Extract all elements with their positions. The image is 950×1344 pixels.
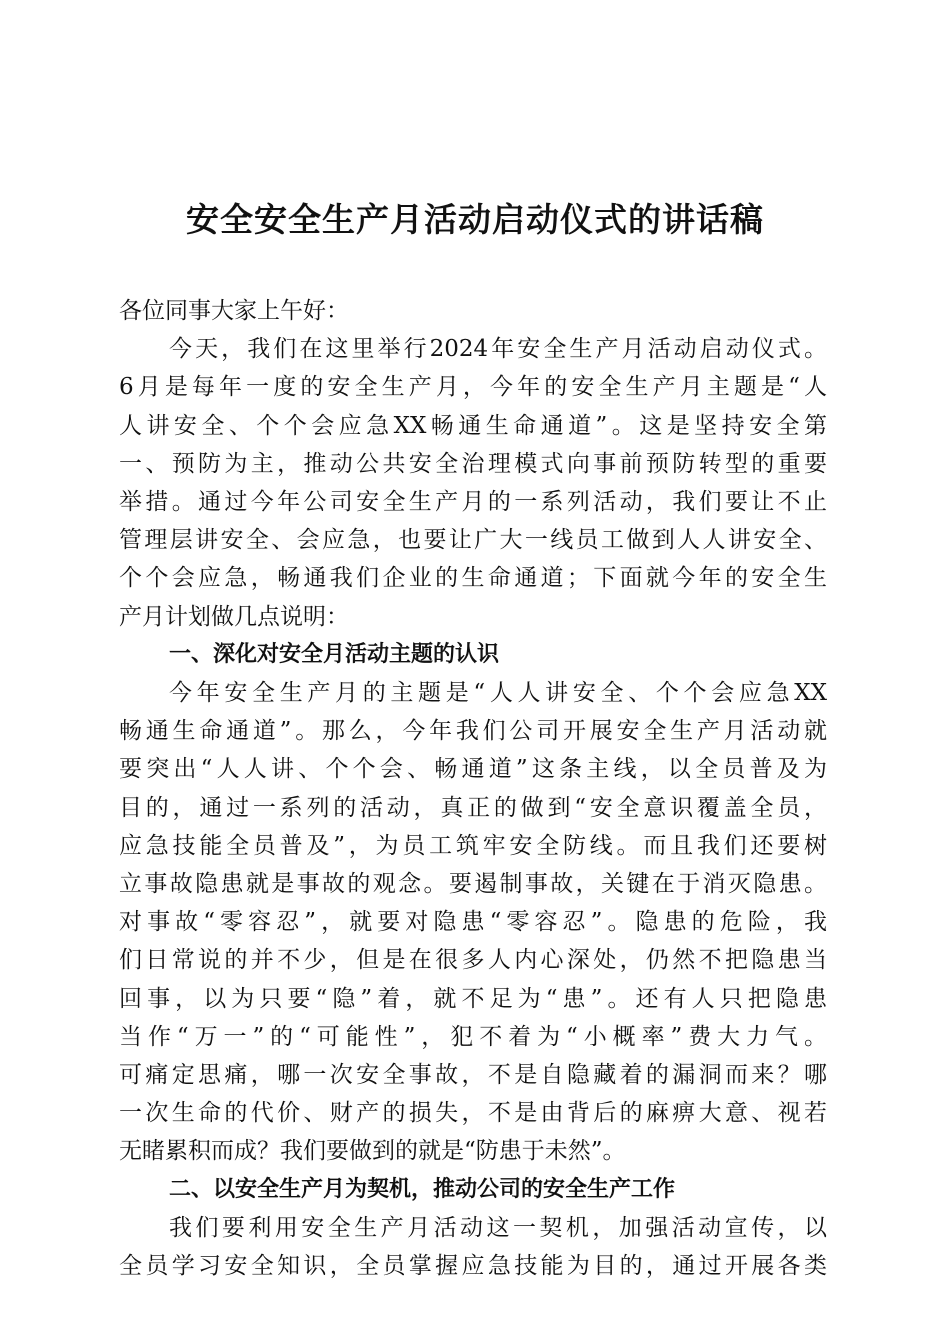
text-line: 今天，我们在这里举行2024年安全生产月活动启动仪式。 xyxy=(169,336,827,363)
text-line: 可痛定思痛，哪一次安全事故，不是自隐藏着的漏洞而来？哪 xyxy=(119,1062,827,1089)
document-body xyxy=(119,292,827,1285)
text-line: 应急技能全员普及”，为员工筑牢安全防线。而且我们还要树 xyxy=(119,832,827,859)
text-line: 目的，通过一系列的活动，真正的做到“安全意识覆盖全员， xyxy=(119,794,827,821)
text-line: 无睹累积而成？我们要做到的就是“防患于未然”。 xyxy=(119,1138,626,1165)
text-line: 回事，以为只要“隐”着，就不足为“患”。还有人只把隐患 xyxy=(119,985,827,1012)
text-line: 今年安全生产月的主题是“人人讲安全、个个会应急XX xyxy=(169,680,827,707)
text-line: 当作“万一”的“可能性”，犯不着为“小概率”费大力气。 xyxy=(119,1023,827,1050)
text-line: 个个会应急，畅通我们企业的生命通道；下面就今年的安全生 xyxy=(119,565,827,592)
paragraph-opportunity xyxy=(119,1209,827,1285)
text-line: 人讲安全、个个会应急XX畅通生命通道”。这是坚持安全第 xyxy=(119,412,827,439)
document-title: 安全安全生产月活动启动仪式的讲话稿 xyxy=(186,200,764,239)
text-line: 我们要利用安全生产月活动这一契机，加强活动宣传，以 xyxy=(169,1214,827,1241)
text-line: 一次生命的代价、财产的损失，不是由背后的麻痹大意、视若 xyxy=(119,1100,827,1127)
text-line: 一、预防为主，推动公共安全治理模式向事前预防转型的重要 xyxy=(119,450,827,477)
text-line: 们日常说的并不少，但是在很多人内心深处，仍然不把隐患当 xyxy=(119,947,827,974)
text-line: 6月是每年一度的安全生产月，今年的安全生产月主题是“人 xyxy=(119,374,827,401)
text-line: 管理层讲安全、会应急，也要让广大一线员工做到人人讲安全、 xyxy=(119,527,827,554)
text-line: 产月计划做几点说明： xyxy=(119,603,349,630)
text-line: 全员学习安全知识，全员掌握应急技能为目的，通过开展各类 xyxy=(119,1253,827,1280)
text-line: 立事故隐患就是事故的观念。要遏制事故，关键在于消灭隐患。 xyxy=(119,871,827,898)
text-line: 对事故“零容忍”，就要对隐患“零容忍”。隐患的危险，我 xyxy=(119,909,827,936)
text-line: 畅通生命通道”。那么，今年我们公司开展安全生产月活动就 xyxy=(119,718,827,745)
greeting-line: 各位同事大家上午好： xyxy=(119,298,349,324)
paragraph-theme xyxy=(119,674,827,1171)
text-line: 要突出“人人讲、个个会、畅通道”这条主线，以全员普及为 xyxy=(119,756,827,783)
text-line: 举措。通过今年公司安全生产月的一系列活动，我们要让不止 xyxy=(119,489,827,516)
paragraph-intro xyxy=(119,330,827,636)
section-heading-2: 二、以安全生产月为契机，推动公司的安全生产工作 xyxy=(169,1176,676,1202)
section-heading-1: 一、深化对安全月活动主题的认识 xyxy=(169,641,500,667)
